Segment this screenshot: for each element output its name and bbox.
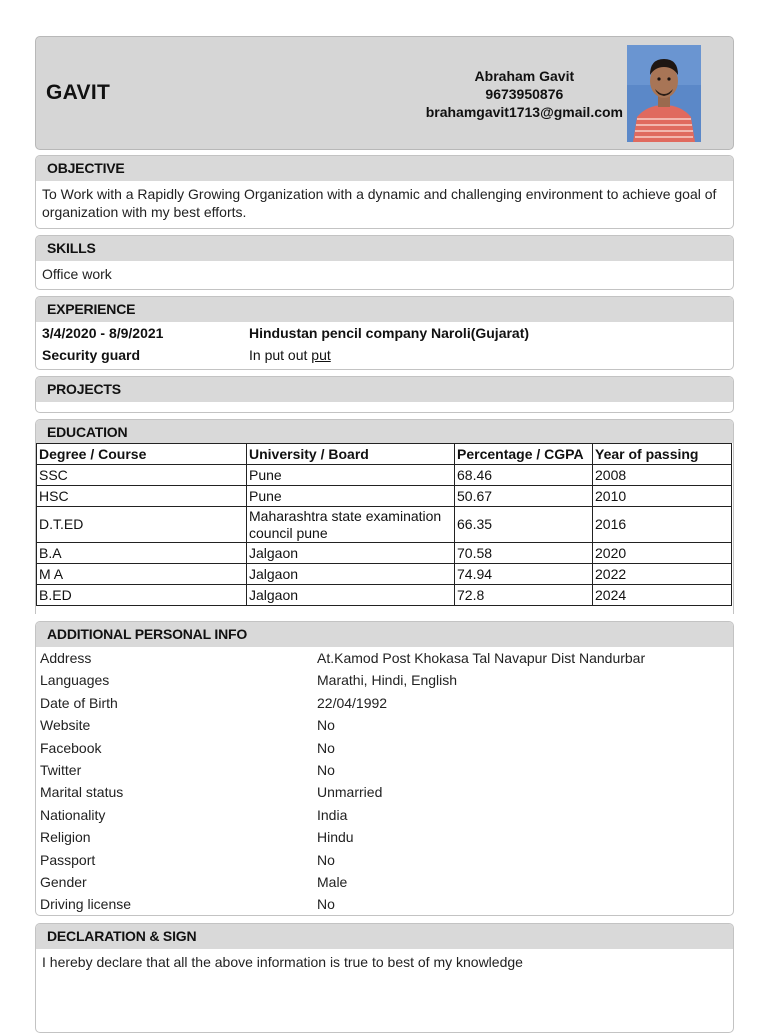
list-item <box>36 647 733 669</box>
info-label: Driving license <box>40 896 132 913</box>
declaration-section <box>35 923 734 1033</box>
edu-percentage: 66.35 <box>455 507 593 543</box>
info-value: Male <box>317 873 348 890</box>
projects-heading: PROJECTS <box>36 377 733 402</box>
education-col-header: University / Board <box>247 444 455 465</box>
edu-year: 2022 <box>593 564 732 585</box>
info-value: At.Kamod Post Khokasa Tal Navapur Dist Nandurbar <box>317 650 646 666</box>
list-item <box>36 692 733 714</box>
edu-board: Maharashtra state examination council pune <box>247 507 455 543</box>
objective-text: To Work with a Rapidly Growing Organization with a dynamic and challenging environment to achieve goal of organization with my best efforts. <box>42 186 717 220</box>
experience-dates: 3/4/2020 - 8/9/2021 <box>42 325 164 341</box>
experience-duties-underlined: put <box>311 347 331 363</box>
resume-header <box>35 36 734 150</box>
email-address: brahamgavit1713@gmail.com <box>425 104 623 120</box>
info-label: Marital status <box>40 784 124 801</box>
info-value: Hindu <box>317 829 354 846</box>
edu-year: 2008 <box>593 465 732 486</box>
experience-row <box>36 322 733 344</box>
list-item <box>36 893 733 915</box>
skills-section <box>35 235 734 290</box>
objective-section <box>35 155 734 229</box>
edu-board: Jalgaon <box>247 564 455 585</box>
info-label: Twitter <box>40 761 82 778</box>
edu-degree: B.ED <box>37 585 247 606</box>
edu-percentage: 72.8 <box>455 585 593 606</box>
edu-percentage: 70.58 <box>455 543 593 564</box>
projects-section <box>35 376 734 413</box>
profile-photo <box>627 45 701 142</box>
info-label: Passport <box>40 851 96 868</box>
table-row <box>37 486 732 507</box>
personal-info-heading: ADDITIONAL PERSONAL INFO <box>36 622 733 647</box>
education-header-row <box>37 444 732 465</box>
experience-company: Hindustan pencil company Naroli(Gujarat) <box>249 325 530 341</box>
objective-heading: OBJECTIVE <box>36 156 733 181</box>
education-col-header: Year of passing <box>593 444 732 465</box>
list-item <box>36 781 733 803</box>
experience-row <box>36 344 733 366</box>
list-item <box>36 804 733 826</box>
info-value: Unmarried <box>317 784 383 801</box>
table-row <box>37 564 732 585</box>
edu-percentage: 50.67 <box>455 486 593 507</box>
info-value: No <box>317 739 335 756</box>
info-label: Address <box>40 650 92 666</box>
edu-percentage: 74.94 <box>455 564 593 585</box>
experience-duties-text: In put out <box>249 347 308 363</box>
edu-year: 2016 <box>593 507 732 543</box>
table-row <box>37 585 732 606</box>
edu-degree: SSC <box>37 465 247 486</box>
education-col-header: Percentage / CGPA <box>455 444 593 465</box>
personal-info-section <box>35 621 734 916</box>
edu-degree: B.A <box>37 543 247 564</box>
edu-year: 2024 <box>593 585 732 606</box>
info-value: No <box>317 896 335 913</box>
table-row <box>37 507 732 543</box>
list-item <box>36 849 733 871</box>
education-col-header: Degree / Course <box>37 444 247 465</box>
edu-board: Jalgaon <box>247 543 455 564</box>
info-value: 22/04/1992 <box>317 694 388 711</box>
declaration-text: I hereby declare that all the above information is true to best of my knowledge <box>42 954 523 970</box>
info-label: Date of Birth <box>40 694 118 711</box>
personal-info-list <box>36 647 733 916</box>
edu-percentage: 68.46 <box>455 465 593 486</box>
info-value: No <box>317 851 335 868</box>
edu-year: 2010 <box>593 486 732 507</box>
edu-board: Pune <box>247 486 455 507</box>
info-label: Gender <box>40 873 87 890</box>
list-item <box>36 871 733 893</box>
phone-number: 9673950876 <box>485 86 564 102</box>
contact-block <box>426 67 623 121</box>
edu-year: 2020 <box>593 543 732 564</box>
list-item <box>36 759 733 781</box>
table-row <box>37 543 732 564</box>
info-value: No <box>317 717 335 734</box>
info-label: Religion <box>40 829 91 846</box>
edu-degree: D.T.ED <box>37 507 247 543</box>
info-value: No <box>317 761 335 778</box>
list-item <box>36 737 733 759</box>
info-label: Website <box>40 717 91 734</box>
info-label: Facebook <box>40 739 102 756</box>
surname-title: GAVIT <box>46 81 111 104</box>
experience-role: Security guard <box>42 347 141 363</box>
experience-heading: EXPERIENCE <box>36 297 733 322</box>
education-table <box>36 443 732 606</box>
full-name: Abraham Gavit <box>474 68 575 84</box>
list-item <box>36 826 733 848</box>
info-label: Nationality <box>40 806 106 823</box>
skills-text: Office work <box>42 266 112 282</box>
info-label: Languages <box>40 672 110 689</box>
experience-section <box>35 296 734 370</box>
table-row <box>37 465 732 486</box>
experience-duties <box>249 344 331 366</box>
list-item <box>36 714 733 736</box>
declaration-heading: DECLARATION & SIGN <box>36 924 733 949</box>
edu-board: Jalgaon <box>247 585 455 606</box>
list-item <box>36 669 733 691</box>
education-section <box>35 419 734 614</box>
edu-board: Pune <box>247 465 455 486</box>
skills-heading: SKILLS <box>36 236 733 261</box>
info-value: Marathi, Hindi, English <box>317 672 458 689</box>
edu-degree: HSC <box>37 486 247 507</box>
education-heading: EDUCATION <box>36 420 733 443</box>
info-value: India <box>317 806 348 823</box>
edu-degree: M A <box>37 564 247 585</box>
